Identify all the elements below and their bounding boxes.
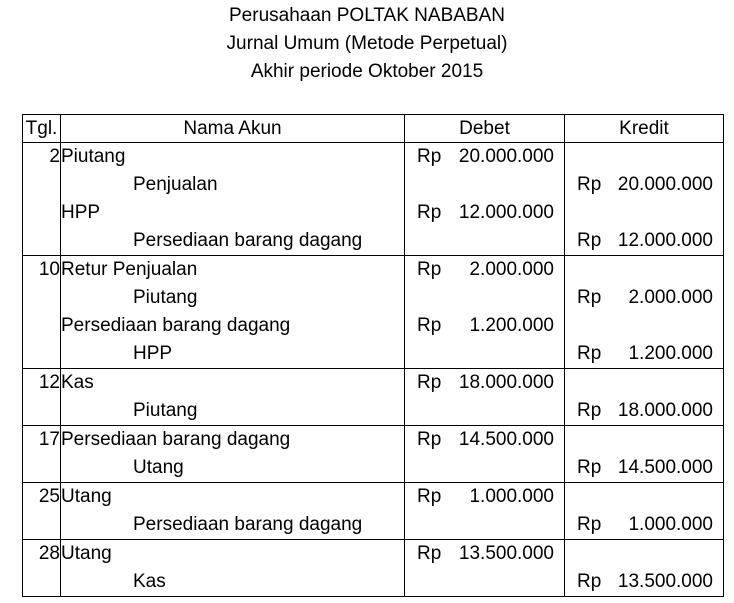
- cell-debet: [405, 340, 565, 369]
- kredit-amount: 18.000.000: [617, 400, 713, 421]
- currency-symbol: Rp: [577, 230, 602, 251]
- cell-tgl: [23, 227, 61, 256]
- currency-symbol: Rp: [577, 287, 602, 308]
- cell-kredit: [565, 227, 724, 256]
- cell-kredit: [565, 426, 724, 455]
- cell-kredit: [565, 454, 724, 483]
- kredit-amount: 1.000.000: [628, 514, 713, 535]
- cell-kredit: [565, 369, 724, 398]
- cell-account: Persediaan barang dagang: [61, 511, 405, 540]
- cell-debet: [405, 483, 565, 512]
- table-row: [23, 454, 724, 483]
- cell-account: Persediaan barang dagang: [61, 312, 405, 340]
- debet-amount: 12.000.000: [458, 202, 554, 223]
- cell-kredit: [565, 397, 724, 426]
- column-header-tgl: Tgl.: [23, 115, 61, 143]
- kredit-amount: 2.000.000: [628, 287, 713, 308]
- cell-account: HPP: [61, 340, 405, 369]
- cell-account: Piutang: [61, 284, 405, 312]
- cell-account: Utang: [61, 540, 405, 569]
- cell-debet: [405, 171, 565, 199]
- table-row: [23, 256, 724, 285]
- debet-amount: 1.000.000: [469, 486, 554, 507]
- cell-kredit: [565, 171, 724, 199]
- cell-kredit: [565, 511, 724, 540]
- column-header-akun: Nama Akun: [61, 115, 405, 143]
- table-header-row: [23, 115, 724, 143]
- cell-debet: [405, 284, 565, 312]
- table-row: [23, 312, 724, 340]
- table-row: [23, 143, 724, 172]
- cell-debet: [405, 540, 565, 569]
- cell-tgl: [23, 199, 61, 227]
- currency-symbol: Rp: [577, 400, 602, 421]
- cell-tgl: [23, 171, 61, 199]
- table-row: [23, 369, 724, 398]
- cell-debet: [405, 312, 565, 340]
- cell-kredit: [565, 483, 724, 512]
- table-row: [23, 199, 724, 227]
- cell-account: Utang: [61, 454, 405, 483]
- currency-symbol: Rp: [417, 486, 442, 507]
- cell-kredit: [565, 568, 724, 597]
- currency-symbol: Rp: [577, 174, 602, 195]
- table-row: [23, 171, 724, 199]
- currency-symbol: Rp: [577, 457, 602, 478]
- cell-account: Piutang: [61, 143, 405, 172]
- company-name: Perusahaan POLTAK NABABAN: [229, 5, 505, 26]
- table-row: [23, 568, 724, 597]
- cell-tgl: 28: [23, 540, 61, 569]
- currency-symbol: Rp: [417, 372, 442, 393]
- debet-amount: 14.500.000: [458, 429, 554, 450]
- cell-debet: [405, 256, 565, 285]
- currency-symbol: Rp: [417, 202, 442, 223]
- table-row: [23, 540, 724, 569]
- journal-table: [22, 114, 724, 597]
- cell-kredit: [565, 256, 724, 285]
- currency-symbol: Rp: [417, 543, 442, 564]
- cell-tgl: [23, 568, 61, 597]
- currency-symbol: Rp: [577, 343, 602, 364]
- currency-symbol: Rp: [417, 146, 442, 167]
- cell-account: Kas: [61, 369, 405, 398]
- kredit-amount: 1.200.000: [628, 343, 713, 364]
- debet-amount: 1.200.000: [469, 315, 554, 336]
- currency-symbol: Rp: [577, 571, 602, 592]
- currency-symbol: Rp: [417, 429, 442, 450]
- currency-symbol: Rp: [417, 259, 442, 280]
- cell-debet: [405, 397, 565, 426]
- debet-amount: 13.500.000: [458, 543, 554, 564]
- cell-debet: [405, 143, 565, 172]
- cell-tgl: [23, 397, 61, 426]
- debet-amount: 18.000.000: [458, 372, 554, 393]
- cell-account: HPP: [61, 199, 405, 227]
- cell-debet: [405, 454, 565, 483]
- cell-kredit: [565, 312, 724, 340]
- debet-amount: 20.000.000: [458, 146, 554, 167]
- cell-kredit: [565, 143, 724, 172]
- cell-tgl: [23, 340, 61, 369]
- column-header-debet: Debet: [405, 115, 565, 143]
- table-row: [23, 397, 724, 426]
- cell-kredit: [565, 284, 724, 312]
- cell-tgl: 25: [23, 483, 61, 512]
- cell-account: Piutang: [61, 397, 405, 426]
- cell-debet: [405, 199, 565, 227]
- report-title: Jurnal Umum (Metode Perpetual): [226, 33, 508, 54]
- kredit-amount: 13.500.000: [617, 571, 713, 592]
- table-row: [23, 426, 724, 455]
- cell-kredit: [565, 340, 724, 369]
- cell-tgl: [23, 284, 61, 312]
- cell-tgl: [23, 312, 61, 340]
- kredit-amount: 12.000.000: [617, 230, 713, 251]
- table-row: [23, 483, 724, 512]
- cell-tgl: 10: [23, 256, 61, 285]
- journal-body: [23, 143, 724, 597]
- debet-amount: 2.000.000: [469, 259, 554, 280]
- cell-tgl: 2: [23, 143, 61, 172]
- cell-tgl: [23, 511, 61, 540]
- cell-account: Utang: [61, 483, 405, 512]
- cell-account: Kas: [61, 568, 405, 597]
- cell-debet: [405, 511, 565, 540]
- cell-tgl: [23, 454, 61, 483]
- report-period: Akhir periode Oktober 2015: [250, 61, 484, 82]
- table-row: [23, 284, 724, 312]
- table-row: [23, 340, 724, 369]
- cell-tgl: 17: [23, 426, 61, 455]
- cell-account: Persediaan barang dagang: [61, 426, 405, 455]
- cell-debet: [405, 568, 565, 597]
- kredit-amount: 20.000.000: [617, 174, 713, 195]
- report-header: [0, 2, 734, 86]
- cell-debet: [405, 227, 565, 256]
- cell-account: Retur Penjualan: [61, 256, 405, 285]
- cell-tgl: 12: [23, 369, 61, 398]
- cell-account: Penjualan: [61, 171, 405, 199]
- table-row: [23, 511, 724, 540]
- currency-symbol: Rp: [577, 514, 602, 535]
- cell-debet: [405, 426, 565, 455]
- column-header-kredit: Kredit: [565, 115, 724, 143]
- kredit-amount: 14.500.000: [617, 457, 713, 478]
- table-row: [23, 227, 724, 256]
- cell-kredit: [565, 540, 724, 569]
- cell-account: Persediaan barang dagang: [61, 227, 405, 256]
- cell-kredit: [565, 199, 724, 227]
- currency-symbol: Rp: [417, 315, 442, 336]
- cell-debet: [405, 369, 565, 398]
